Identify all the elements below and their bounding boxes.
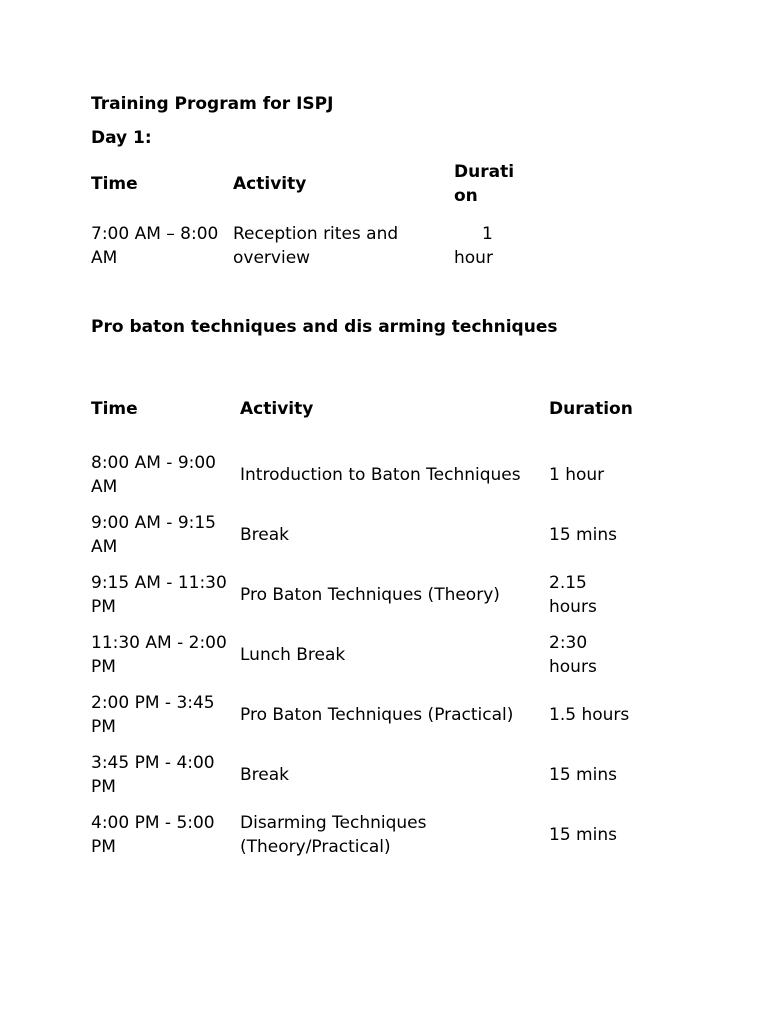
table-row	[91, 805, 639, 865]
table-row	[91, 208, 524, 270]
table-row	[91, 565, 639, 625]
schedule-table-baton	[91, 385, 639, 865]
cell-activity: Lunch Break	[240, 645, 346, 665]
header-time: Time	[91, 399, 138, 419]
table-header-row	[91, 160, 524, 208]
cell-activity: Break	[240, 765, 289, 785]
table-row	[91, 625, 639, 685]
table-row	[91, 685, 639, 745]
cell-activity: Pro Baton Techniques (Practical)	[240, 705, 514, 725]
header-duration: Duration	[454, 162, 515, 206]
header-activity: Activity	[233, 174, 307, 194]
cell-duration: 1.5 hours	[549, 705, 630, 725]
cell-duration: 2.15 hours	[549, 573, 597, 617]
header-activity: Activity	[240, 399, 314, 419]
cell-time: 9:15 AM - 11:30 PM	[91, 573, 227, 617]
section-heading: Pro baton techniques and dis arming techniques	[91, 317, 558, 337]
cell-time: 2:00 PM - 3:45 PM	[91, 693, 215, 737]
cell-activity: Disarming Techniques (Theory/Practical)	[240, 813, 427, 857]
table-row	[91, 445, 639, 505]
cell-activity: Reception rites and overview	[233, 224, 399, 268]
cell-duration: 2:30 hours	[549, 633, 597, 677]
cell-activity: Introduction to Baton Techniques	[240, 465, 521, 485]
day-heading: Day 1:	[91, 128, 152, 148]
cell-time: 11:30 AM - 2:00 PM	[91, 633, 227, 677]
cell-duration: 15 mins	[549, 525, 617, 545]
cell-time: 3:45 PM - 4:00 PM	[91, 753, 215, 797]
cell-time: 7:00 AM – 8:00 AM	[91, 224, 219, 268]
table-row	[91, 505, 639, 565]
cell-duration: 15 mins	[549, 765, 617, 785]
cell-time: 8:00 AM - 9:00 AM	[91, 453, 216, 497]
schedule-table-day1	[91, 160, 524, 270]
cell-time: 4:00 PM - 5:00 PM	[91, 813, 215, 857]
header-time: Time	[91, 174, 138, 194]
cell-time: 9:00 AM - 9:15 AM	[91, 513, 216, 557]
document-title: Training Program for ISPJ	[91, 94, 334, 114]
cell-duration: 15 mins	[549, 825, 617, 845]
cell-activity: Break	[240, 525, 289, 545]
cell-activity: Pro Baton Techniques (Theory)	[240, 585, 500, 605]
table-header-row	[91, 385, 639, 445]
cell-duration: 1 hour	[454, 224, 493, 268]
header-duration: Duration	[549, 399, 633, 419]
cell-duration: 1 hour	[549, 465, 605, 485]
table-row	[91, 745, 639, 805]
